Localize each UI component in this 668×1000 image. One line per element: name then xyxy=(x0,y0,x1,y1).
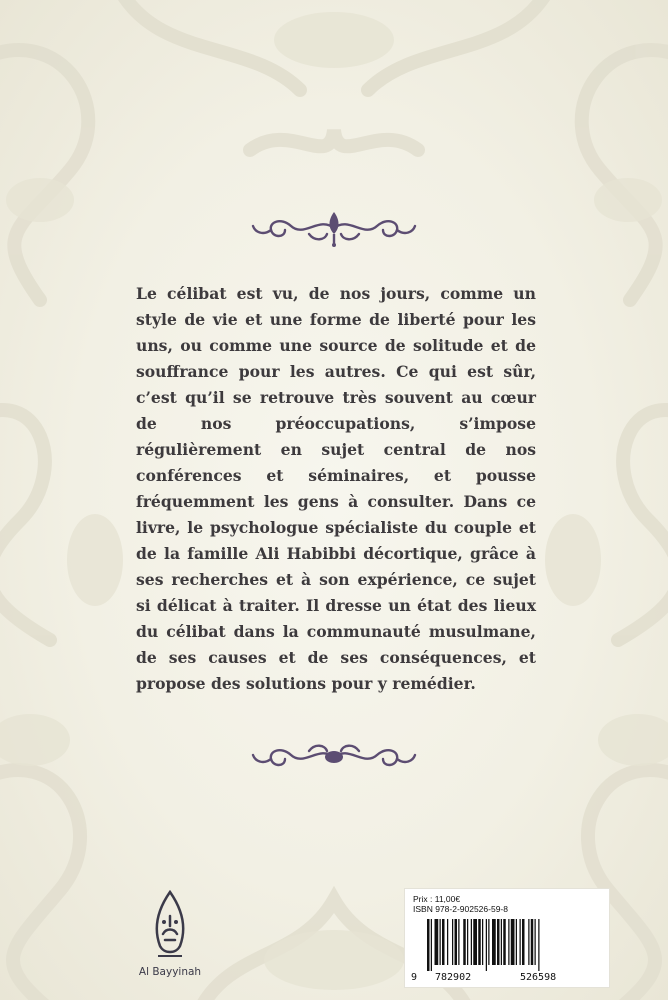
barcode-digits-right: 526598 xyxy=(520,972,557,983)
publisher-logo-icon xyxy=(150,890,190,960)
publisher-block xyxy=(138,890,202,978)
price-text: Prix : 11,00€ xyxy=(413,894,461,904)
barcode-digit-first: 9 xyxy=(411,972,418,983)
publisher-name: Al Bayyinah xyxy=(138,966,202,978)
barcode-label xyxy=(404,888,610,988)
barcode-digits-left: 782902 xyxy=(435,972,472,983)
barcode-icon xyxy=(413,919,603,971)
back-cover-description: Le célibat est vu, de nos jours, comme un style de vie et une forme de liberté pour les uns, ou comme une source de solitude et de souffrance pour les autres. Ce qui est sûr, c’est qu’il se retrouve très souvent au cœur de nos préoccupations, s’impose régulièrement en sujet central de nos conférences et séminaires, et pousse fréquemment les gens à consulter. Dans ce livre, le psychologue spécialiste du couple et de la famille Ali Habibbi décortique, grâce à ses recherches et à son expérience, ce sujet si délicat à traiter. Il dresse un état des lieux du célibat dans la communauté musulmane, de ses causes et de ses conséquences, et propose des solutions pour y remédier. xyxy=(136,284,536,693)
bottom-flourish-ornament-icon xyxy=(249,737,419,777)
top-flourish-ornament-icon xyxy=(249,208,419,248)
isbn-text: ISBN 978-2-902526-59-8 xyxy=(413,904,508,914)
